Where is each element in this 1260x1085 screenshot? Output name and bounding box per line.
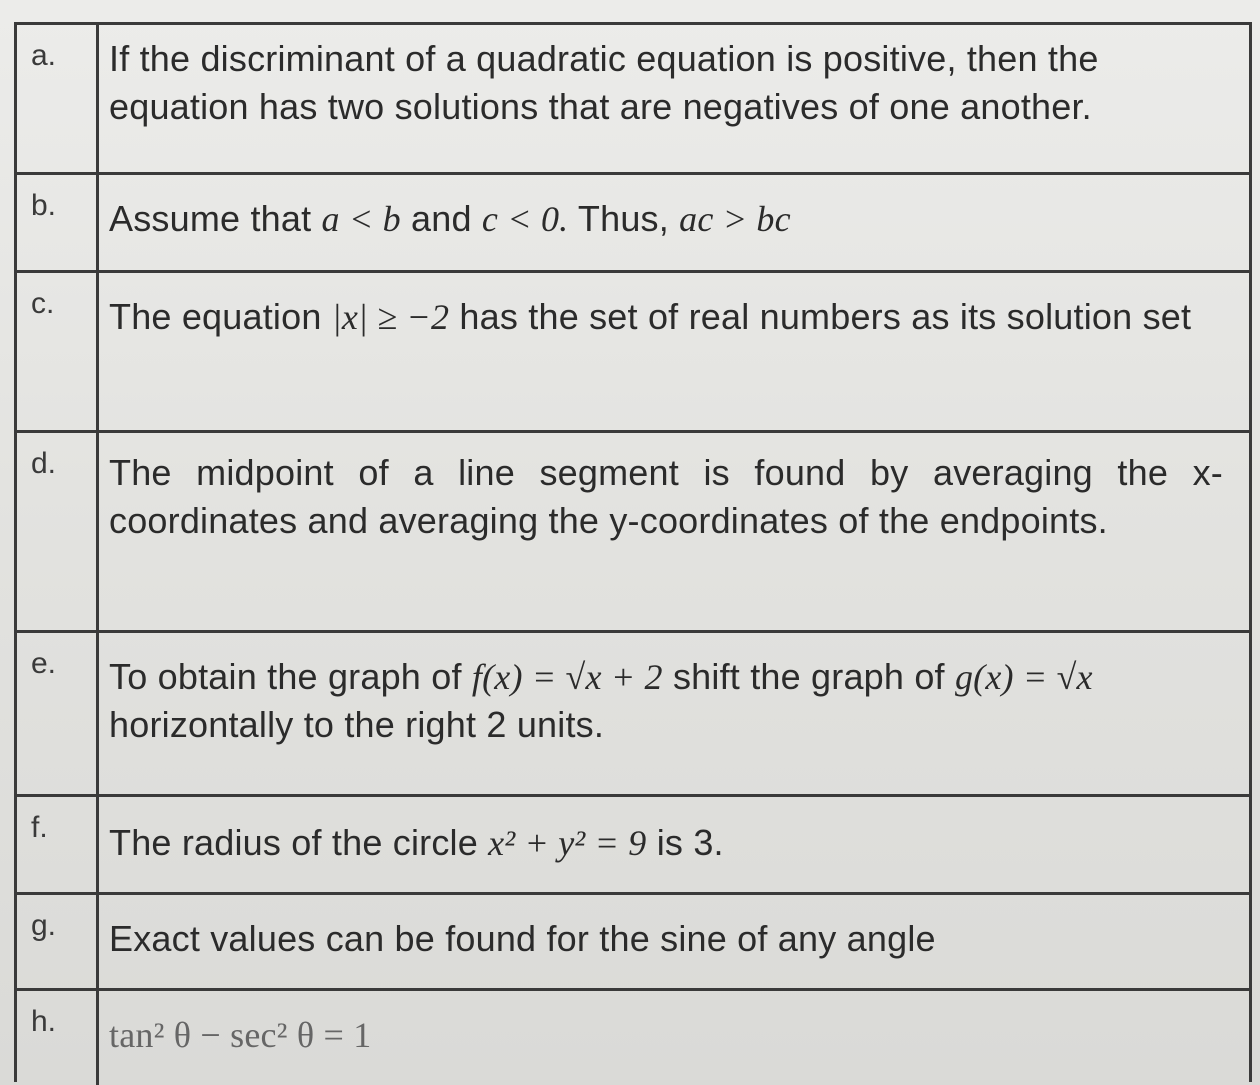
statement-b-math3: ac > bc (679, 199, 791, 239)
statement-table (14, 22, 1252, 1082)
statement-c-math1: |x| ≥ −2 (331, 297, 450, 337)
row-letter-e: e. (17, 633, 99, 794)
statement-h-math1: tan² θ − sec² θ = 1 (109, 1015, 372, 1055)
statement-c-part1: The equation (109, 296, 332, 337)
statement-b-math2: c < 0. (481, 199, 569, 239)
statement-e-math1: f(x) = √x + 2 (471, 657, 663, 697)
table-row-h (17, 991, 1249, 1085)
statement-h (109, 1011, 1223, 1059)
row-letter-b: b. (17, 175, 99, 270)
statement-e-part1: To obtain the graph of (109, 656, 472, 697)
statement-b (109, 195, 1223, 243)
table-row-b (17, 175, 1249, 273)
row-letter-g: g. (17, 895, 99, 988)
statement-e-part2: shift the graph of (662, 656, 955, 697)
statement-b-math1: a < b (321, 199, 401, 239)
table-row-d (17, 433, 1249, 633)
statement-e-part3: horizontally to the right 2 units. (109, 704, 605, 745)
statement-g: Exact values can be found for the sine of any angle (109, 918, 936, 959)
row-letter-d: d. (17, 433, 99, 630)
statement-f-part1: The radius of the circle (109, 822, 489, 863)
statement-e (109, 653, 1223, 749)
table-row-f (17, 797, 1249, 895)
statement-c-part2: has the set of real numbers as its solution set (449, 296, 1192, 337)
statement-c (109, 293, 1223, 341)
statement-b-part3: Thus, (568, 198, 680, 239)
statement-b-part2: and (400, 198, 482, 239)
table-row-g (17, 895, 1249, 991)
statement-f (109, 819, 1223, 867)
row-letter-a: a. (17, 25, 99, 172)
row-letter-c: c. (17, 273, 99, 430)
table-row-a (17, 25, 1249, 175)
statement-b-part1: Assume that (109, 198, 322, 239)
row-letter-h: h. (17, 991, 99, 1085)
statement-f-part2: is 3. (646, 822, 724, 863)
table-row-e (17, 633, 1249, 797)
row-letter-f: f. (17, 797, 99, 892)
table-row-c (17, 273, 1249, 433)
statement-e-math2: g(x) = √x (954, 657, 1093, 697)
statement-a: If the discriminant of a quadratic equation is positive, then the equation has two solutions that are negatives of one another. (109, 38, 1099, 127)
statement-f-math1: x² + y² = 9 (488, 823, 647, 863)
statement-d: The midpoint of a line segment is found by averaging the x-coordinates and averaging the y-coordinates of the endpoints. (109, 452, 1223, 541)
